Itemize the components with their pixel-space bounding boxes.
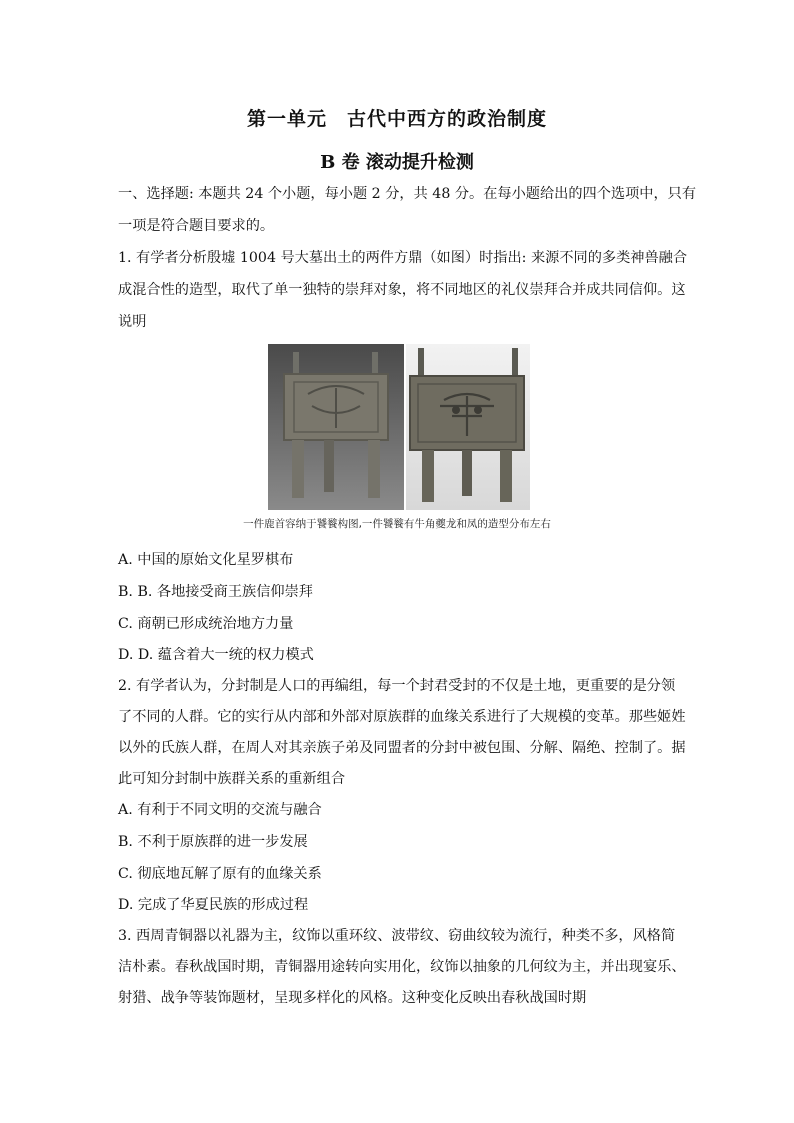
q1-option-b: B. B. 各地接受商王族信仰崇拜 xyxy=(118,584,313,600)
q2-option-b: B. 不利于原族群的进一步发展 xyxy=(118,834,308,850)
q2-line-3: 以外的氏族人群，在周人对其亲族子弟及同盟者的分封中被包围、分解、隔绝、控制了。据 xyxy=(118,740,686,756)
q2-line-1: 2. 有学者认为，分封制是人口的再编组，每一个封君受封的不仅是土地，更重要的是分领 xyxy=(118,678,676,694)
figure-caption: 一件鹿首容纳于饕餮构图,一件饕餮有牛角夔龙和凤的造型分布左右 xyxy=(243,518,551,530)
instructions-line-2: 一项是符合题目要求的。 xyxy=(118,218,275,234)
page-subtitle: B 卷 滚动提升检测 xyxy=(320,152,474,173)
q2-option-c: C. 彻底地瓦解了原有的血缘关系 xyxy=(118,866,322,882)
q3-line-3: 射猎、战争等装饰题材，呈现多样化的风格。这种变化反映出春秋战国时期 xyxy=(118,990,587,1006)
q1-option-c: C. 商朝已形成统治地方力量 xyxy=(118,616,294,632)
q3-line-1: 3. 西周青铜器以礼器为主，纹饰以重环纹、波带纹、窃曲纹较为流行，种类不多，风格简 xyxy=(118,928,676,944)
q1-line-3: 说明 xyxy=(118,314,147,330)
page-title: 第一单元 古代中西方的政治制度 xyxy=(246,108,547,130)
q2-option-d: D. 完成了华夏民族的形成过程 xyxy=(118,897,309,913)
q2-line-2: 了不同的人群。它的实行从内部和外部对原族群的血缘关系进行了大规模的变革。那些姬姓 xyxy=(118,709,686,725)
instructions-line-1: 一、选择题: 本题共 24 个小题，每小题 2 分，共 48 分。在每小题给出的四个选项中，只有 xyxy=(118,186,697,202)
bronze-ding-photo xyxy=(268,344,530,510)
q1-line-2: 成混合性的造型，取代了单一独特的崇拜对象，将不同地区的礼仪崇拜合并成共同信仰。这 xyxy=(118,282,686,298)
q1-option-d: D. D. 蕴含着大一统的权力模式 xyxy=(118,647,314,663)
q2-option-a: A. 有利于不同文明的交流与融合 xyxy=(118,802,322,818)
q1-option-a: A. 中国的原始文化星罗棋布 xyxy=(118,552,294,568)
q3-line-2: 洁朴素。春秋战国时期，青铜器用途转向实用化，纹饰以抽象的几何纹为主，并出现宴乐、 xyxy=(118,959,686,975)
q1-line-1: 1. 有学者分析殷墟 1004 号大墓出土的两件方鼎（如图）时指出: 来源不同的多类神兽融合 xyxy=(118,250,688,266)
q2-line-4: 此可知分封制中族群关系的重新组合 xyxy=(118,771,346,787)
